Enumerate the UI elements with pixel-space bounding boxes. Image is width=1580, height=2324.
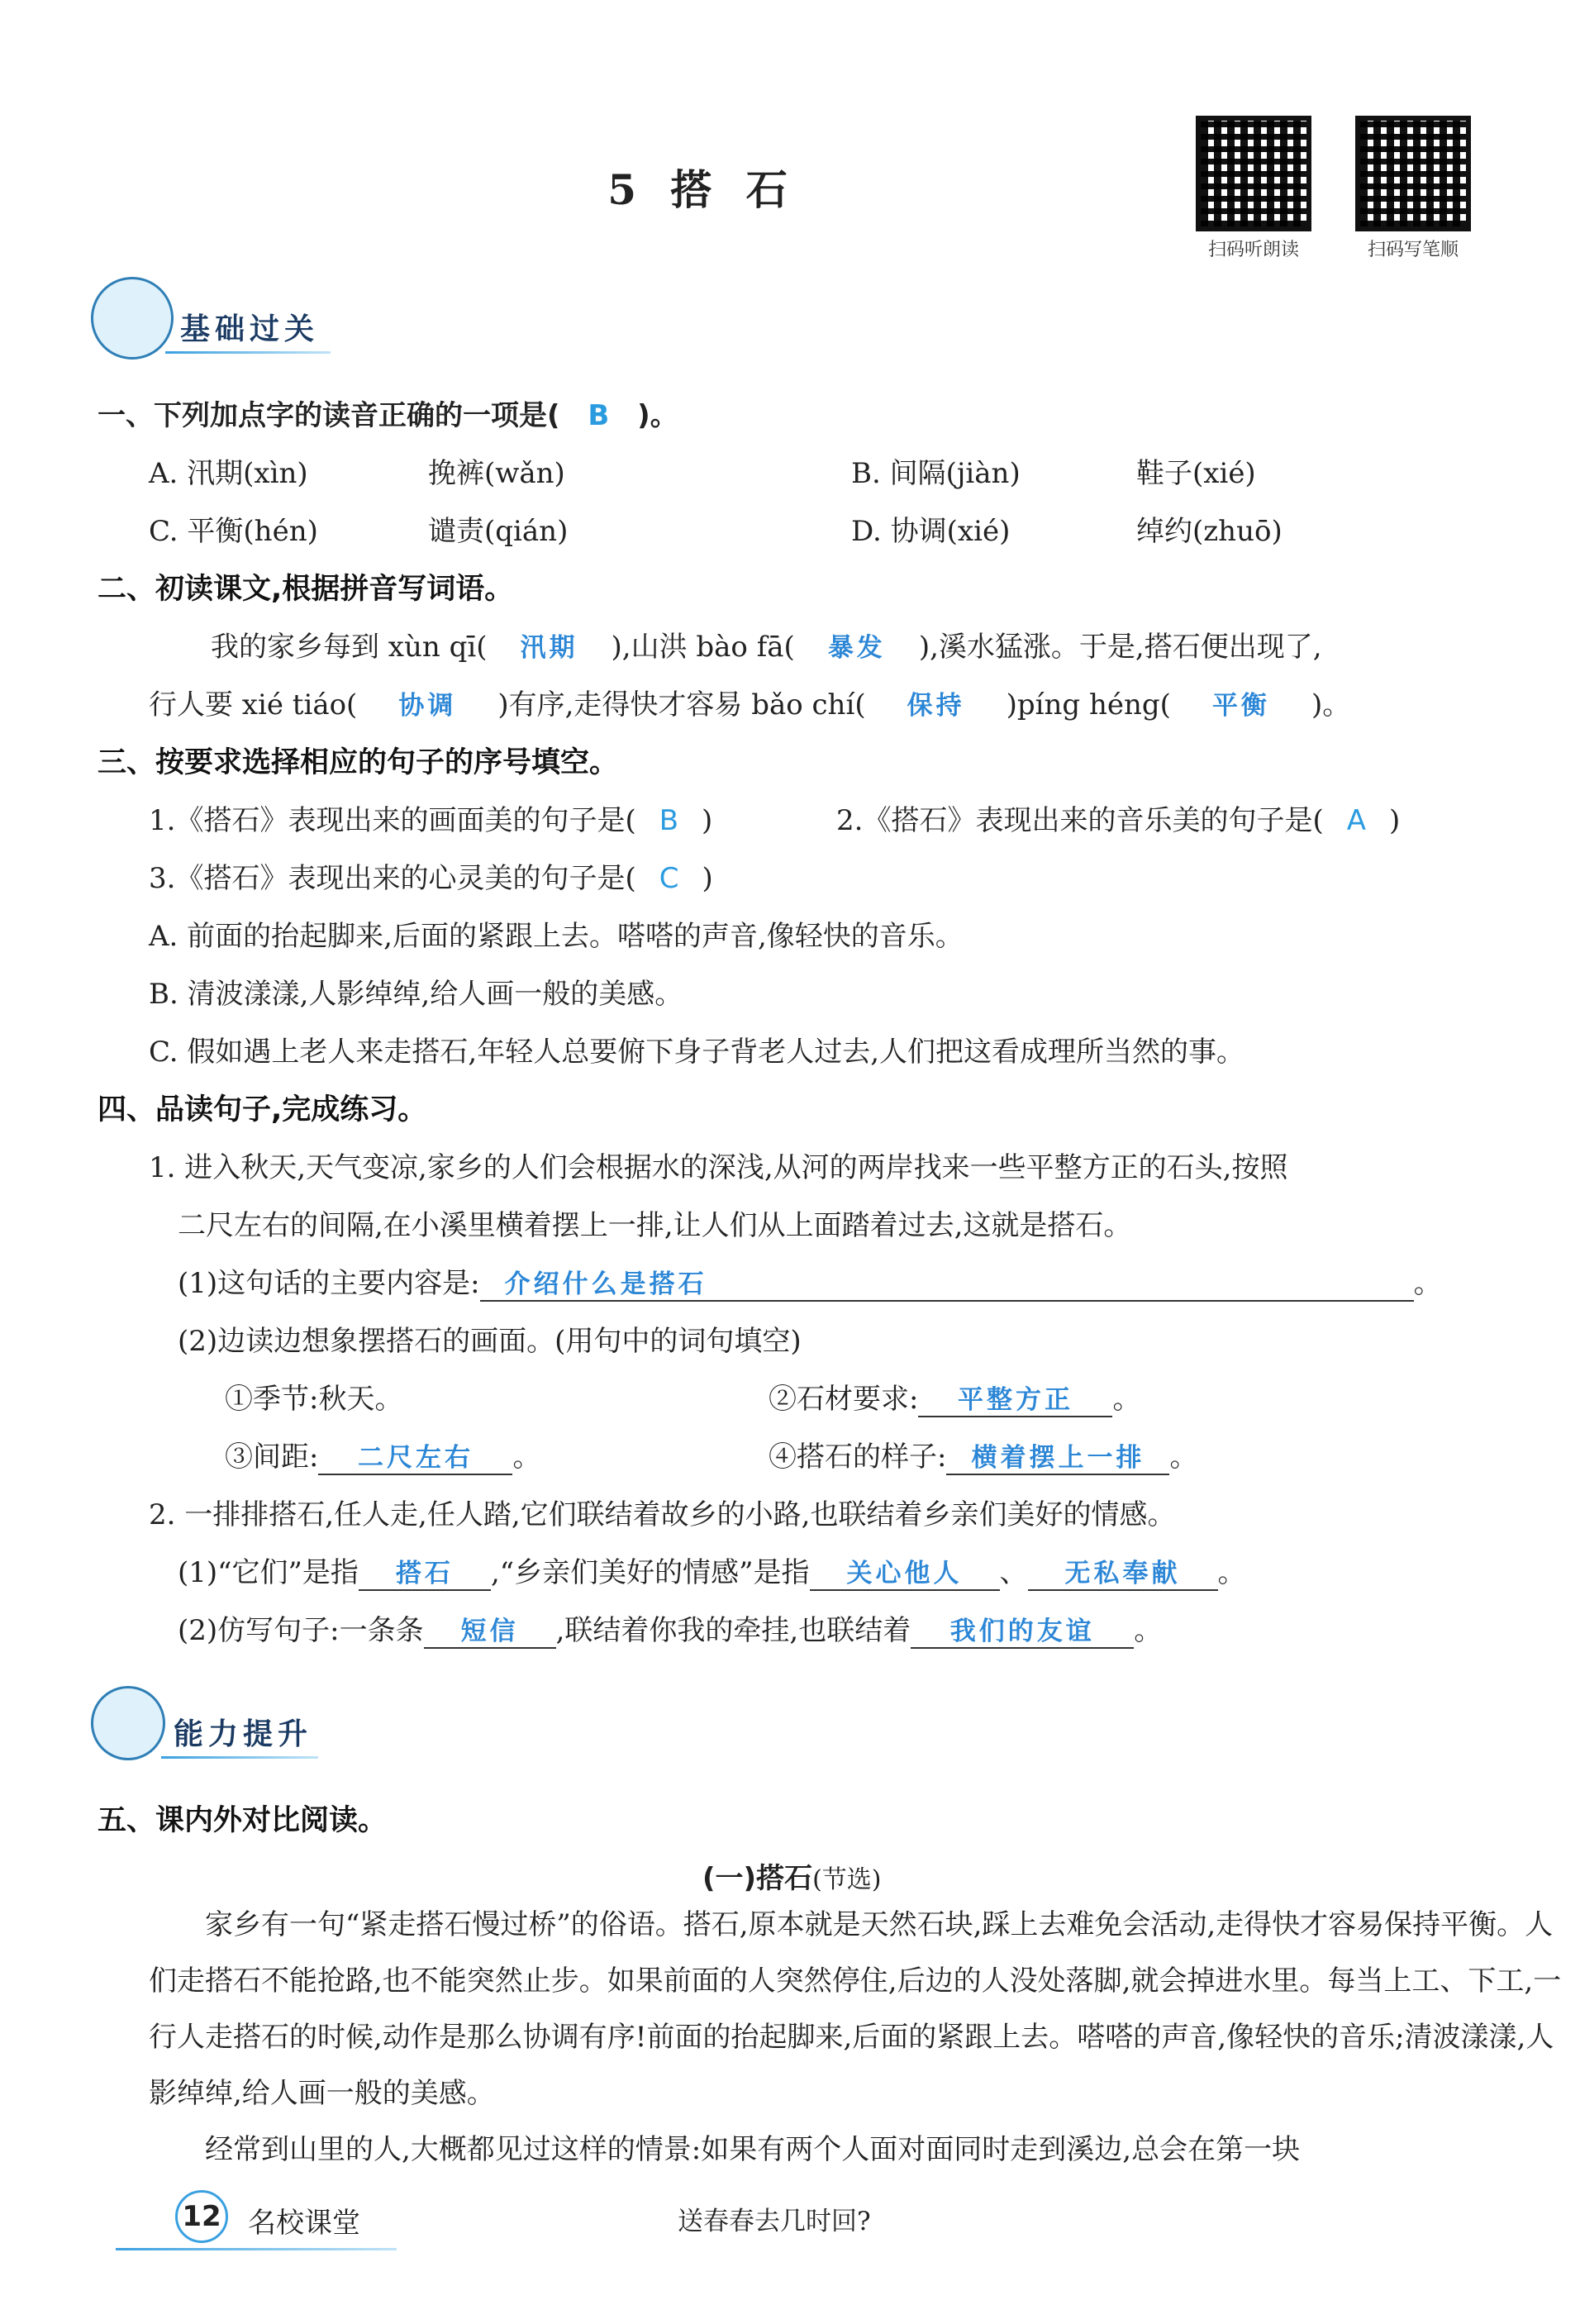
q5-subtitle-note: (节选)	[812, 1865, 882, 1894]
q4-sub-3	[178, 1550, 1246, 1591]
footer-wave	[116, 2248, 397, 2250]
q3-sub-1	[149, 798, 712, 838]
q4-answer-8: 短信	[424, 1610, 556, 1649]
mascot-icon	[91, 1686, 165, 1760]
q2-text: ),山洪 bào fā(	[611, 631, 795, 664]
q2-answer-2: 暴发	[827, 633, 886, 663]
q5-paragraph-2: 经常到山里的人,大概都见过这样的情景:如果有两个人面对面同时走到溪边,总会在第一块	[205, 2133, 1301, 2166]
q1-option-a1: A. 汛期(xìn)	[149, 457, 308, 490]
q3-text: 3.《搭石》表现出来的心灵美的句子是(	[149, 862, 636, 895]
q4-sub-4	[178, 1607, 1162, 1649]
q4-answer-2: 平整方正	[918, 1379, 1112, 1417]
q1-option-b2: 鞋子(xié)	[1136, 457, 1256, 490]
q3-answer-1: B	[659, 804, 679, 837]
q5-subtitle	[702, 1855, 882, 1896]
q4-item-shape	[769, 1434, 1197, 1475]
q4-text: ②石材要求:	[769, 1383, 919, 1416]
q2-text: )。	[1311, 688, 1351, 721]
q4-sub-2: (2)边读边想象摆搭石的画面。(用句中的词句填空)	[178, 1325, 802, 1358]
q4-item-stone	[769, 1376, 1140, 1417]
q3-text: 2.《搭石》表现出来的音乐美的句子是(	[836, 804, 1324, 837]
q5-heading: 五、课内外对比阅读。	[98, 1804, 388, 1837]
footer-brand: 名校课堂	[248, 2207, 360, 2240]
q3-text: )	[702, 862, 713, 895]
q1-heading	[98, 393, 678, 433]
q4-item-spacing	[225, 1434, 540, 1475]
q4-answer-6: 关心他人	[810, 1552, 1000, 1591]
q1-heading-close: )。	[637, 399, 678, 432]
q2-text: )有序,走得快才容易 bǎo chí(	[497, 688, 866, 721]
q2-answer-4: 保持	[907, 691, 965, 721]
q4-text: 。	[1217, 1556, 1246, 1589]
q3-sub-3	[149, 855, 713, 896]
q4-answer-1: 介绍什么是搭石	[480, 1263, 1414, 1302]
q4-passage-1-line2: 二尺左右的间隔,在小溪里横着摆上一排,让人们从上面踏着过去,这就是搭石。	[178, 1209, 1132, 1242]
q4-answer-5: 搭石	[359, 1552, 491, 1591]
q4-text: (2)仿写句子:一条条	[178, 1614, 424, 1647]
q4-text: 。	[1169, 1441, 1198, 1474]
qr-code-listen[interactable]	[1196, 116, 1311, 231]
q4-text: ③间距:	[225, 1441, 319, 1474]
q2-heading: 二、初读课文,根据拼音写词语。	[98, 573, 514, 606]
q3-option-c: C. 假如遇上老人来走搭石,年轻人总要俯下身子背老人过去,人们把这看成理所当然的事。	[149, 1036, 1245, 1069]
q2-text: )píng héng(	[1006, 688, 1171, 721]
q2-line2	[149, 682, 1350, 722]
q1-option-a2: 挽裤(wǎn)	[428, 457, 565, 490]
section-banner-ability: 能力提升	[174, 1717, 313, 1751]
page-number: 12	[175, 2190, 228, 2243]
q1-option-c2: 谴责(qián)	[428, 515, 569, 548]
q4-passage-1-line1: 1. 进入秋天,天气变凉,家乡的人们会根据水的深浅,从河的两岸找来一些平整方正的石头,按照	[149, 1151, 1288, 1184]
q2-answer-1: 汛期	[520, 633, 578, 663]
q4-answer-9: 我们的友谊	[911, 1610, 1134, 1649]
q1-answer: B	[588, 399, 610, 432]
section-banner-basic: 基础过关	[180, 312, 320, 346]
q3-answer-2: A	[1346, 804, 1366, 837]
q2-text: 行人要 xié tiáo(	[149, 688, 358, 721]
banner-underline	[161, 1756, 318, 1759]
q5-paragraph-1: 家乡有一句“紧走搭石慢过桥”的俗语。搭石,原本就是天然石块,踩上去难免会活动,走得快才容易保持平衡。人们走搭石不能抢路,也不能突然止步。如果前面的人突然停住,后边的人没处落脚,就会掉进水里。每当上工、下工,一行人走搭石的时候,动作是那么协调有序!前面的抬起脚来,后面的紧跟上去。嗒嗒的声音,像轻快的音乐;清波漾漾,人影绰绰,给人画一般的美感。	[149, 1908, 1562, 2110]
qr-caption-listen: 扫码听朗读	[1207, 240, 1299, 260]
q1-option-d1: D. 协调(xié)	[851, 515, 1011, 548]
q1-option-c1: C. 平衡(hén)	[149, 515, 318, 548]
q4-text: 。	[512, 1441, 541, 1474]
q5-subtitle-text: (一)搭石	[702, 1862, 813, 1895]
q2-answer-5: 平衡	[1211, 691, 1270, 721]
q3-text: )	[702, 804, 713, 837]
mascot-icon	[91, 277, 174, 360]
q4-heading: 四、品读句子,完成练习。	[98, 1093, 427, 1126]
banner-underline	[165, 351, 331, 354]
q3-sub-2	[836, 798, 1400, 838]
q3-option-b: B. 清波漾漾,人影绰绰,给人画一般的美感。	[149, 978, 683, 1011]
qr-code-write[interactable]	[1355, 116, 1471, 231]
q2-text: 我的家乡每到 xùn qī(	[211, 631, 488, 664]
q4-text: 。	[1134, 1614, 1163, 1647]
q4-answer-7: 无私奉献	[1028, 1552, 1218, 1591]
q1-option-d2: 绰约(zhuō)	[1136, 515, 1283, 548]
q4-text: (1)这句话的主要内容是:	[178, 1267, 480, 1300]
q3-answer-3: C	[659, 862, 679, 895]
qr-caption-write: 扫码写笔顺	[1367, 240, 1459, 260]
q4-item-season: ①季节:秋天。	[225, 1383, 403, 1416]
q4-text: ,“乡亲们美好的情感”是指	[490, 1556, 810, 1589]
q1-heading-text: 一、下列加点字的读音正确的一项是(	[98, 399, 560, 432]
q2-answer-3: 协调	[398, 691, 457, 721]
q4-text: 。	[1413, 1267, 1442, 1300]
footer-motto: 送春春去几时回?	[678, 2207, 871, 2236]
q4-sub-1	[178, 1260, 1442, 1302]
q3-heading: 三、按要求选择相应的句子的序号填空。	[98, 746, 619, 779]
q4-answer-3: 二尺左右	[318, 1436, 512, 1475]
q2-text: ),溪水猛涨。于是,搭石便出现了,	[918, 631, 1322, 664]
q4-passage-2: 2. 一排排搭石,任人走,任人踏,它们联结着故乡的小路,也联结着乡亲们美好的情感。	[149, 1498, 1176, 1531]
q2-line1	[211, 624, 1322, 664]
q3-text: )	[1388, 804, 1401, 837]
q4-text: 。	[1112, 1383, 1141, 1416]
q4-text: (1)“它们”是指	[178, 1556, 359, 1589]
q3-text: 1.《搭石》表现出来的画面美的句子是(	[149, 804, 636, 837]
q4-text: ,联结着你我的牵挂,也联结着	[555, 1614, 911, 1647]
q4-text: ④搭石的样子:	[769, 1441, 947, 1474]
q3-option-a: A. 前面的抬起脚来,后面的紧跟上去。嗒嗒的声音,像轻快的音乐。	[149, 920, 964, 953]
q4-answer-4: 横着摆上一排	[946, 1436, 1169, 1475]
q1-option-b1: B. 间隔(jiàn)	[851, 457, 1021, 490]
q4-text: 、	[999, 1556, 1028, 1589]
page-title: 5 搭 石	[607, 165, 797, 214]
